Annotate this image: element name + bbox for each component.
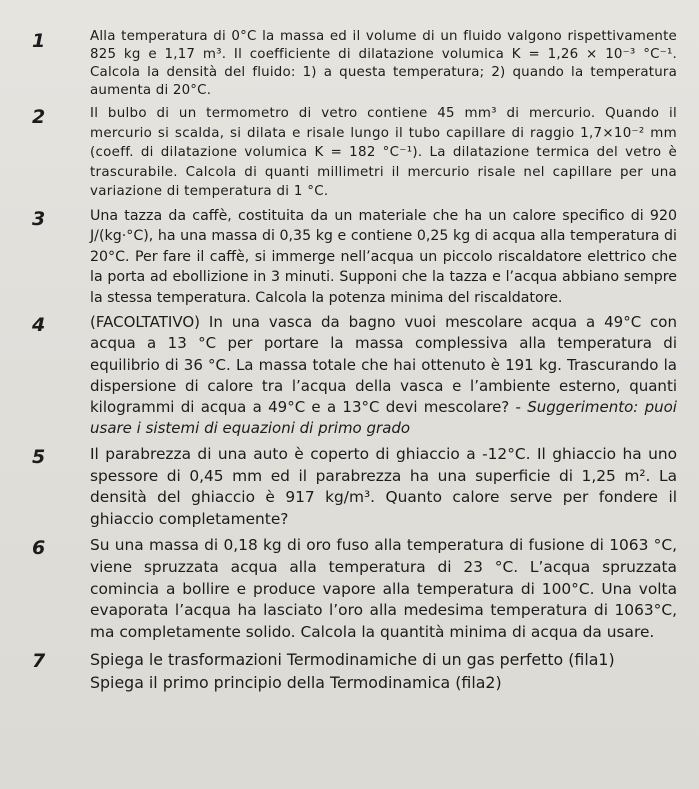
exercise-text [90,648,677,694]
exercise-number: 1 [32,30,46,52]
exercise-text [90,535,677,644]
exercise-6 [10,535,677,644]
exercise-text [90,444,677,531]
exercise-paragraph: Il bulbo di un termometro di vetro contiene 45 mm³ di mercurio. Quando il mercurio si scalda, si dilata e risale lungo il tubo capillare di raggio 1,7×10⁻² mm (coeff. di dilatazione volumica K = 182 °C⁻¹). La dilatazione termica del vetro è trascurabile. Calcola di quanti millimetri il mercurio risale nel capillare per una variazione di temperatura di 1 °C. [90,106,677,200]
exercise-paragraph: Il parabrezza di una auto è coperto di ghiaccio a -12°C. Il ghiaccio ha uno spessore di 0,45 mm ed il parabrezza ha una superficie di 1,25 m². La densità del ghiaccio è 917 kg/m³. Quanto calore serve per fondere il ghiaccio completamente? [90,444,677,529]
exercise-2 [10,104,677,202]
exercise-paragraph [90,312,677,440]
exercise-7 [10,648,677,694]
exercise-paragraph: Una tazza da caffè, costituita da un materiale che ha un calore specifico di 920 J/(kg·°C), ha una massa di 0,35 kg e contiene 0,25 kg di acqua alla temperatura di 20°C. Per fare il caffè, si immerge nell’acqua un piccolo riscaldatore elettrico che la porta ad ebollizione in 3 minuti. Supponi che la tazza e l’acqua abbiano sempre la stessa temperatura. Calcola la potenza minima del riscaldatore. [90,207,677,306]
exercise-3 [10,206,677,308]
exercise-line-fila1: Spiega le trasformazioni Termodinamiche di un gas perfetto (fila1) [90,649,615,669]
exercise-1 [10,28,677,100]
exercise-5 [10,444,677,531]
exercise-number: 2 [32,106,46,128]
exercise-text [90,28,677,100]
exercise-hint: Suggerimento: puoi usare i sistemi di equazioni di primo grado [90,398,677,438]
exercise-paragraph: Su una massa di 0,18 kg di oro fuso alla temperatura di fusione di 1063 °C, viene spruzzata acqua alla temperatura di 23 °C. L’acqua spruzzata comincia a bollire e produce vapore alla temperatura di 100°C. Una volta evaporata l’acqua ha lasciato l’oro alla medesima temperatura di 1063°C, ma completamente solido. Calcola la quantità minima di acqua da usare. [90,535,677,642]
exercise-body: (FACOLTATIVO) In una vasca da bagno vuoi mescolare acqua a 49°C con acqua a 13 °C per portare la massa complessiva alla temperatura di equilibrio di 36 °C. La massa totale che hai ottenuto è 191 kg. Trascurando la dispersione di calore tra l’acqua della vasca e l’ambiente esterno, quanti kilogrammi di acqua a 49°C e a 13°C devi mescolare? - [90,313,677,417]
exercise-text [90,104,677,202]
exercise-number: 5 [32,445,46,468]
exercise-text [90,206,677,308]
exercise-number: 6 [32,536,46,559]
exercise-text [90,312,677,440]
exercise-4 [10,312,677,440]
exercise-number: 7 [32,649,46,672]
exercise-line-fila2: Spiega il primo principio della Termodinamica (fila2) [90,672,502,692]
exercise-number: 3 [32,207,46,230]
exercise-number: 4 [32,314,46,336]
exercise-paragraph: Alla temperatura di 0°C la massa ed il volume di un fluido valgono rispettivamente 825 kg e 1,17 m³. Il coefficiente di dilatazione volumica K = 1,26 × 10⁻³ °C⁻¹. Calcola la densità del fluido: 1) a questa temperatura; 2) quando la temperatura aumenta di 20°C. [90,29,677,98]
